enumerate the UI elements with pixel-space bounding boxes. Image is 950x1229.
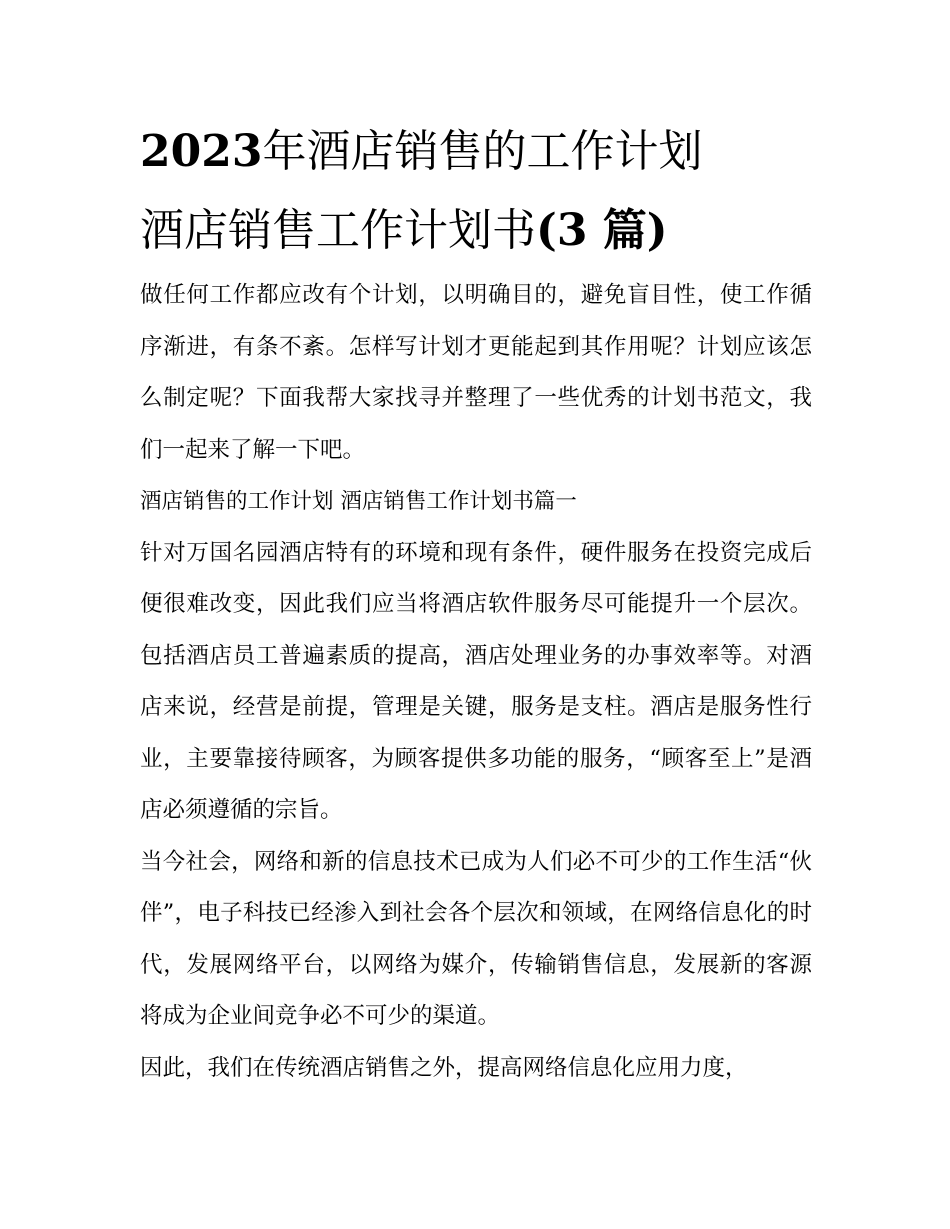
title-line-2 — [140, 191, 812, 270]
title-line-2-text: 酒店销售工作计划书 — [140, 205, 536, 256]
body-paragraph: 针对万国名园酒店特有的环境和现有条件，硬件服务在投资完成后便很难改变，因此我们应当将酒店软件服务尽可能提升一个层次。包括酒店员工普遍素质的提高，酒店处理业务的办事效率等。对酒店来说，经营是前提，管理是关键，服务是支柱。酒店是服务性行业，主要靠接待顾客，为顾客提供多功能的服务，“顾客至上”是酒店必须遵循的宗旨。 — [140, 539, 812, 823]
document-content — [140, 112, 812, 1094]
body-paragraph: 当今社会，网络和新的信息技术已成为人们必不可少的工作生活“伙伴”，电子科技已经渗入到社会各个层次和领域，在网络信息化的时代，发展网络平台，以网络为媒介，传输销售信息，发展新的客源将成为企业间竞争必不可少的渠道。 — [140, 848, 812, 1029]
title-suffix: (3 篇) — [536, 205, 668, 256]
title-line-1 — [140, 112, 812, 191]
section-heading: 酒店销售的工作计划 酒店销售工作计划书篇一 — [140, 489, 577, 514]
title-line-1-text: 年酒店销售的工作计划 — [262, 126, 703, 177]
body-paragraph: 因此，我们在传统酒店销售之外，提高网络信息化应用力度， — [140, 1054, 748, 1081]
title-year: 2023 — [140, 126, 263, 177]
intro-paragraph: 做任何工作都应改有个计划，以明确目的，避免盲目性，使工作循序渐进，有条不紊。怎样写计划才更能起到其作用呢？计划应该怎么制定呢？下面我帮大家找寻并整理了一些优秀的计划书范文，我们一起来了解一下吧。 — [140, 282, 812, 463]
document-title — [140, 112, 812, 270]
